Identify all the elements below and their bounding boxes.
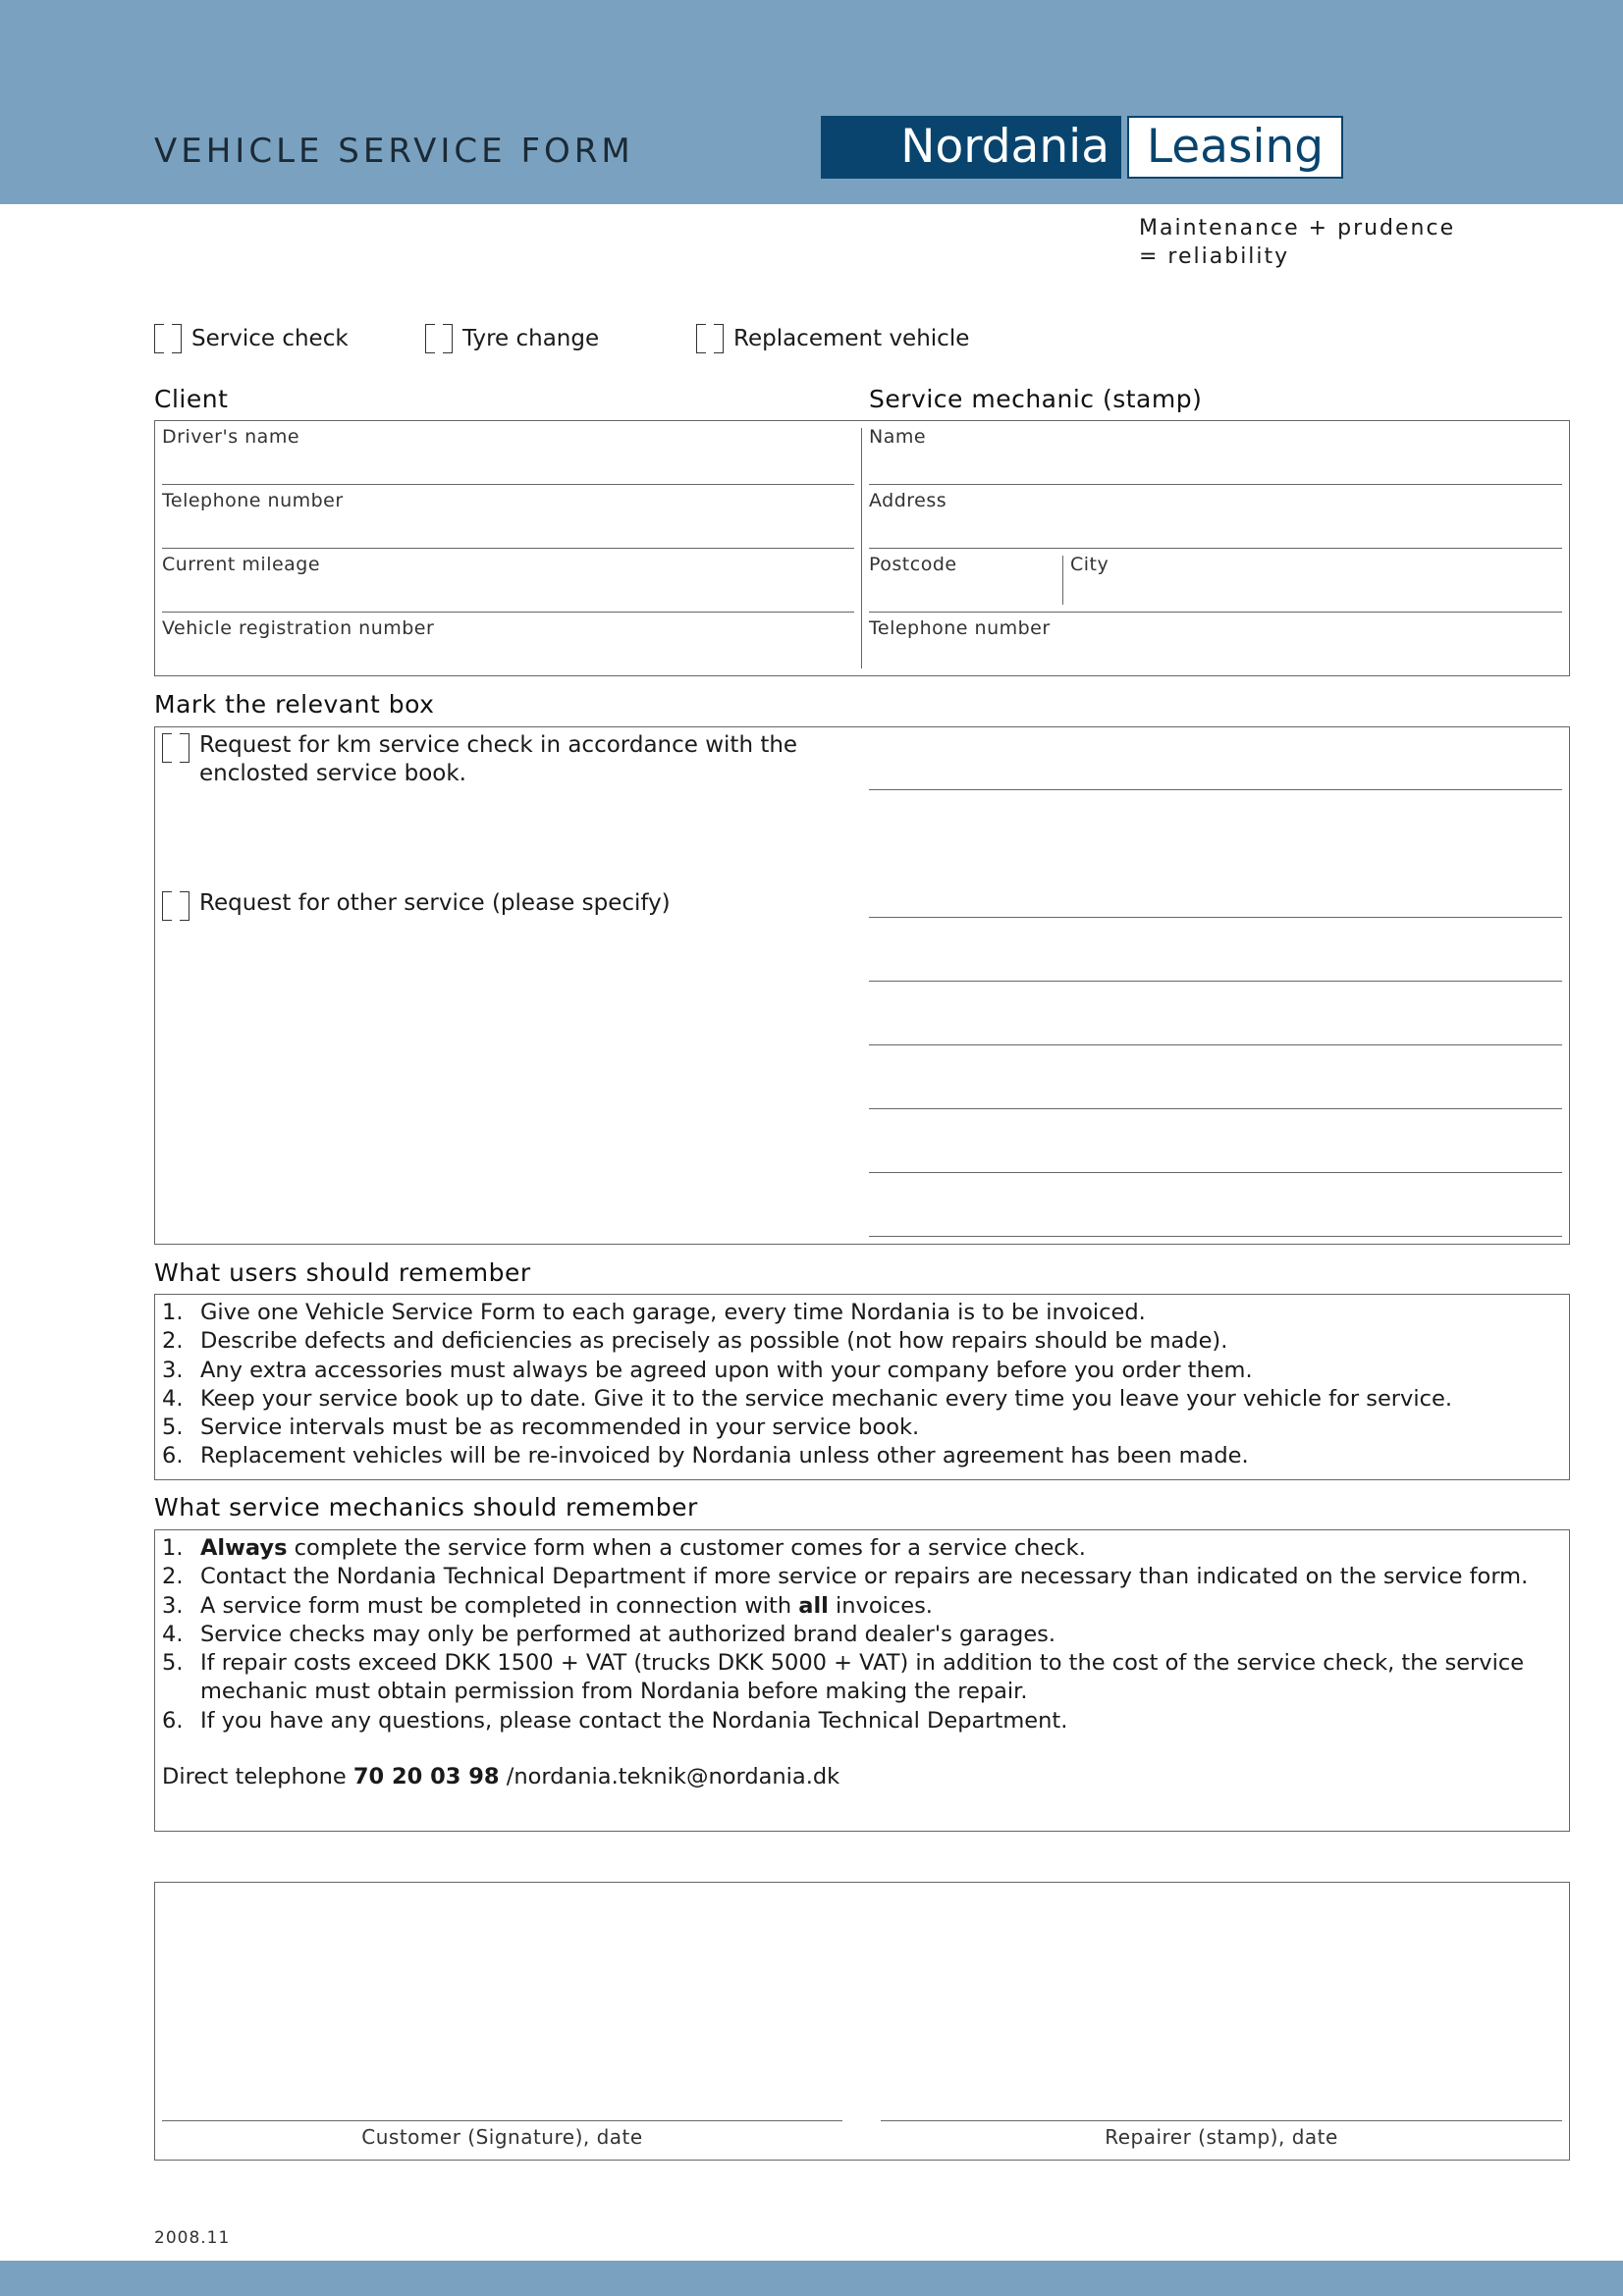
signature-frame: [154, 1882, 1570, 2161]
checkbox-icon[interactable]: [696, 324, 724, 353]
request-km-service[interactable]: [162, 731, 797, 788]
form-version: 2008.11: [154, 2228, 231, 2248]
registration-label: Vehicle registration number: [162, 617, 435, 639]
postcode-city-divider: [1062, 556, 1063, 605]
specify-line[interactable]: [869, 917, 1562, 918]
telephone-field[interactable]: [162, 548, 854, 549]
logo-leasing: Leasing: [1127, 116, 1343, 179]
list-item: 6. If you have any questions, please contact the Nordania Technical Department.: [162, 1707, 1068, 1734]
checkbox-icon[interactable]: [162, 891, 189, 921]
list-item: 6. Replacement vehicles will be re-invoiced by Nordania unless other agreement has been made.: [162, 1443, 1249, 1469]
client-heading: Client: [154, 385, 229, 413]
mechanic-heading: Service mechanic (stamp): [869, 385, 1203, 413]
mechanic-telephone-label: Telephone number: [869, 617, 1051, 639]
request-km-line-1: Request for km service check in accordance with the: [199, 732, 798, 758]
option-replacement-vehicle[interactable]: [696, 324, 969, 353]
list-item: 3. Any extra accessories must always be agreed upon with your company before you order them.: [162, 1357, 1253, 1383]
mechanic-name-label: Name: [869, 426, 927, 448]
list-item: 4. Keep your service book up to date. Give it to the service mechanic every time you leave your vehicle for service.: [162, 1385, 1452, 1412]
option-service-check[interactable]: [154, 324, 349, 353]
repairer-stamp-caption: Repairer (stamp), date: [1105, 2125, 1338, 2149]
specify-line[interactable]: [869, 1108, 1562, 1109]
tagline: [1139, 214, 1551, 271]
users-heading: What users should remember: [154, 1258, 531, 1287]
direct-phone: 70 20 03 98: [352, 1764, 500, 1789]
drivers-name-field[interactable]: [162, 484, 854, 485]
address-label: Address: [869, 490, 947, 511]
logo-nordania: Nordania: [821, 116, 1121, 179]
list-item: 4. Service checks may only be performed at authorized brand dealer's garages.: [162, 1621, 1056, 1647]
mileage-field[interactable]: [162, 612, 854, 613]
option-label: Replacement vehicle: [733, 326, 970, 351]
address-field[interactable]: [869, 548, 1562, 549]
contact-email: /nordania.teknik@nordania.dk: [499, 1764, 840, 1789]
list-item: 1. Always complete the service form when a customer comes for a service check.: [162, 1535, 1086, 1561]
city-label: City: [1070, 554, 1109, 575]
option-label: Tyre change: [462, 326, 600, 351]
list-item: 2. Describe defects and deficiencies as precisely as possible (not how repairs should be made).: [162, 1328, 1228, 1355]
telephone-label: Telephone number: [162, 490, 344, 511]
specify-line[interactable]: [869, 789, 1562, 790]
list-item: 2. Contact the Nordania Technical Department if more service or repairs are necessary than indicated on the service form.: [162, 1564, 1529, 1590]
relevant-heading: Mark the relevant box: [154, 690, 435, 719]
specify-line[interactable]: [869, 1236, 1562, 1237]
header-band: [0, 0, 1623, 204]
request-other-label: Request for other service (please specify): [199, 890, 671, 916]
request-km-line-2: enclosted service book.: [199, 761, 466, 786]
drivers-name-label: Driver's name: [162, 426, 300, 448]
tagline-line-1: Maintenance + prudence: [1139, 216, 1456, 240]
option-tyre-change[interactable]: [425, 324, 599, 353]
request-other-service[interactable]: [162, 889, 671, 921]
list-item: 3. A service form must be completed in connection with all invoices.: [162, 1592, 933, 1619]
specify-line[interactable]: [869, 981, 1562, 982]
mechanics-list: [162, 1534, 1561, 1735]
column-divider: [861, 428, 862, 668]
checkbox-icon[interactable]: [162, 733, 189, 763]
relevant-frame: [154, 726, 1570, 1245]
list-item: 5. If repair costs exceed DKK 1500 + VAT (trucks DKK 5000 + VAT) in addition to the cost of the service check, the service mechanic must obtain permission from Nordania before making the repair.: [162, 1650, 1525, 1705]
mechanic-name-field[interactable]: [869, 484, 1562, 485]
postcode-label: Postcode: [869, 554, 957, 575]
list-item: 1. Give one Vehicle Service Form to each garage, every time Nordania is to be invoiced.: [162, 1300, 1146, 1325]
footer-band: [0, 2261, 1623, 2296]
specify-line[interactable]: [869, 1044, 1562, 1045]
list-item: 5. Service intervals must be as recommended in your service book.: [162, 1415, 920, 1441]
form-title: VEHICLE SERVICE FORM: [154, 132, 634, 171]
checkbox-icon[interactable]: [154, 324, 182, 353]
specify-line[interactable]: [869, 1172, 1562, 1173]
mileage-label: Current mileage: [162, 554, 321, 575]
customer-signature-line[interactable]: [162, 2120, 842, 2121]
repairer-stamp-line[interactable]: [881, 2120, 1562, 2121]
tagline-line-2: = reliability: [1139, 244, 1290, 269]
users-list: [162, 1299, 1561, 1471]
postcode-city-field[interactable]: [869, 612, 1562, 613]
mechanics-heading: What service mechanics should remember: [154, 1493, 698, 1522]
option-label: Service check: [191, 326, 349, 351]
customer-signature-caption: Customer (Signature), date: [361, 2125, 643, 2149]
checkbox-icon[interactable]: [425, 324, 453, 353]
contact-line: Direct telephone 70 20 03 98 /nordania.teknik@nordania.dk: [162, 1764, 840, 1789]
